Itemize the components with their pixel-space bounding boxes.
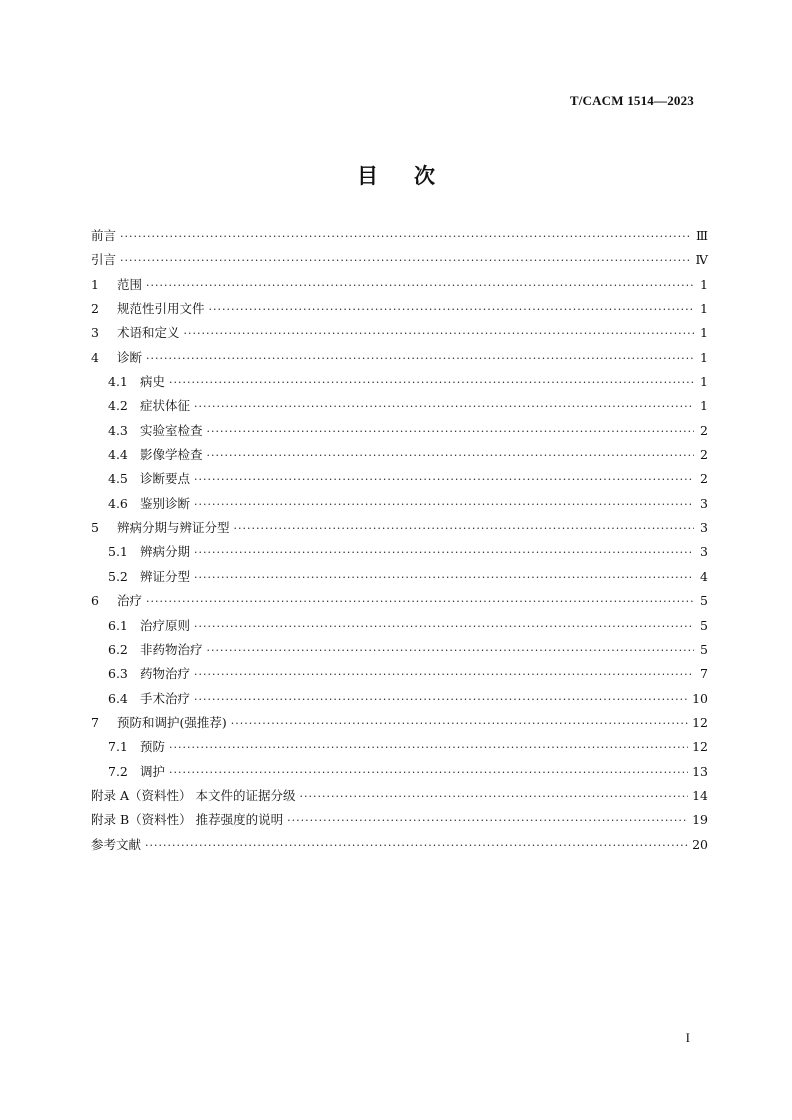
toc-entry-page: 12: [692, 714, 708, 730]
toc-dot-leader: [207, 644, 694, 657]
toc-entry-page: 5: [700, 617, 708, 633]
toc-entry[interactable]: [91, 518, 708, 542]
toc-entry-number: 6: [91, 593, 99, 609]
toc-dot-leader: [231, 717, 688, 730]
toc-entry-title: 影像学检查: [140, 447, 203, 463]
toc-entry-page: Ⅲ: [695, 228, 708, 243]
toc-entry-number: 3: [91, 325, 99, 341]
toc-entry-number: 6.3: [108, 666, 128, 682]
toc-entry-title: 辨病分期与辨证分型: [117, 520, 230, 536]
toc-entry-page: 5: [700, 641, 708, 657]
toc-entry[interactable]: [91, 494, 708, 518]
toc-dot-leader: [194, 546, 694, 559]
toc-dot-leader: [120, 254, 691, 267]
toc-entry-page: 20: [692, 836, 708, 852]
toc-entry-number: 6.1: [108, 617, 128, 633]
toc-entry-label: [108, 445, 203, 463]
toc-dot-leader: [194, 571, 694, 584]
toc-entry-label: [108, 762, 165, 780]
toc-entry[interactable]: [91, 299, 708, 323]
toc-entry-number: 4.5: [108, 471, 128, 487]
toc-entry[interactable]: [91, 810, 708, 834]
toc-entry-label: [91, 713, 227, 731]
toc-dot-leader: [194, 498, 694, 511]
toc-entry-number: 6.2: [108, 641, 128, 657]
toc-entry[interactable]: [91, 835, 708, 859]
toc-entry-page: 1: [700, 374, 708, 390]
toc-entry-number: 4.3: [108, 422, 128, 438]
toc-entry[interactable]: [91, 445, 708, 469]
toc-entry-page: 19: [692, 812, 708, 828]
toc-entry[interactable]: [91, 323, 708, 347]
toc-entry-number: 7.2: [108, 763, 128, 779]
toc-entry[interactable]: [91, 348, 708, 372]
toc-entry-label: [108, 542, 190, 560]
toc-dot-leader: [145, 839, 688, 852]
toc-entry-number: 7.1: [108, 739, 128, 755]
toc-entry-page: 1: [700, 301, 708, 317]
toc-entry-title: 预防和调护(强推荐): [117, 714, 227, 730]
toc-dot-leader: [207, 425, 694, 438]
toc-entry-title: 参考文献: [91, 836, 142, 852]
toc-entry-label: [108, 421, 203, 439]
toc-entry-page: 12: [692, 739, 708, 755]
toc-entry-label: [108, 616, 190, 634]
toc-entry-title: 引言: [91, 252, 117, 268]
toc-entry-title: 药物治疗: [140, 666, 191, 682]
toc-dot-leader: [184, 327, 694, 340]
page-title: 目次: [357, 164, 471, 188]
toc-entry-title: 范围: [117, 276, 143, 292]
toc-entry-number: 4.1: [108, 374, 128, 390]
toc-entry[interactable]: [91, 664, 708, 688]
toc-entry-label: [91, 250, 116, 268]
toc-entry-number: 4: [91, 349, 99, 365]
toc-entry-page: 13: [692, 763, 708, 779]
toc-entry-number: 4.2: [108, 398, 128, 414]
document-code: T/CACM 1514—2023: [569, 93, 694, 108]
toc-entry-number: 4.6: [108, 495, 128, 511]
toc-entry-title: 鉴别诊断: [140, 495, 191, 511]
toc-dot-leader: [194, 473, 694, 486]
toc-entry-title: 规范性引用文件: [117, 301, 205, 317]
toc-entry-number: 5.1: [108, 544, 128, 560]
toc-entry-page: 3: [700, 495, 708, 511]
toc-entry-title: 治疗原则: [140, 617, 191, 633]
toc-entry-label: [108, 396, 190, 414]
toc-entry[interactable]: [91, 567, 708, 591]
toc-entry-label: [108, 469, 190, 487]
toc-entry-number: 2: [91, 301, 99, 317]
toc-entry[interactable]: [91, 226, 708, 250]
toc-entry-label: [108, 494, 190, 512]
toc-entry[interactable]: [91, 786, 708, 810]
toc-entry-title: 辨证分型: [140, 568, 191, 584]
toc-entry-label: [91, 275, 142, 293]
toc-entry-label: [91, 348, 142, 366]
toc-entry-title: 病史: [140, 374, 166, 390]
toc-entry-page: 10: [692, 690, 708, 706]
toc-entry-label: [91, 786, 295, 804]
toc-entry-title: 附录 A（资料性） 本文件的证据分级: [91, 787, 296, 803]
page-number: I: [685, 1030, 690, 1045]
toc-entry-page: 2: [700, 447, 708, 463]
toc-entry-title: 手术治疗: [140, 690, 191, 706]
toc-entry[interactable]: [91, 591, 708, 615]
toc-entry[interactable]: [91, 762, 708, 786]
toc-entry[interactable]: [91, 616, 708, 640]
toc-entry-label: [91, 323, 180, 341]
toc-entry-label: [91, 518, 230, 536]
toc-dot-leader: [194, 620, 694, 633]
toc-entry[interactable]: [91, 421, 708, 445]
toc-entry-page: 5: [700, 593, 708, 609]
toc-entry[interactable]: [91, 542, 708, 566]
toc-dot-leader: [194, 668, 694, 681]
toc-entry-page: Ⅳ: [695, 252, 708, 268]
toc-entry-label: [91, 226, 116, 244]
toc-entry-page: 1: [700, 276, 708, 292]
toc-dot-leader: [146, 595, 694, 608]
toc-entry-title: 非药物治疗: [140, 641, 203, 657]
toc-dot-leader: [146, 352, 694, 365]
toc-entry[interactable]: [91, 713, 708, 737]
toc-entry[interactable]: [91, 689, 708, 713]
toc-entry-label: [108, 567, 190, 585]
toc-dot-leader: [209, 303, 694, 316]
toc-entry-label: [108, 372, 165, 390]
toc-entry-page: 2: [700, 422, 708, 438]
toc-entry-title: 实验室检查: [140, 422, 203, 438]
toc-entry-label: [91, 591, 142, 609]
toc-entry[interactable]: [91, 372, 708, 396]
toc-entry-title: 术语和定义: [117, 325, 180, 341]
toc-entry-title: 附录 B（资料性） 推荐强度的说明: [91, 812, 284, 828]
toc-entry[interactable]: [91, 250, 708, 274]
toc-entry-title: 治疗: [117, 593, 143, 609]
toc-dot-leader: [194, 693, 688, 706]
toc-entry-label: [108, 640, 203, 658]
toc-entry-label: [108, 689, 190, 707]
toc-entry-page: 1: [700, 325, 708, 341]
toc-entry-page: 7: [700, 666, 708, 682]
toc-dot-leader: [120, 230, 692, 243]
toc-entry-title: 诊断要点: [140, 471, 191, 487]
toc-dot-leader: [287, 814, 688, 827]
toc-entry-page: 3: [700, 520, 708, 536]
toc-entry-number: 1: [91, 276, 99, 292]
toc-entry-number: 7: [91, 714, 99, 730]
toc-dot-leader: [146, 279, 694, 292]
toc-entry-label: [108, 664, 190, 682]
toc-entry[interactable]: [91, 469, 708, 493]
toc-entry-title: 调护: [140, 763, 166, 779]
toc-entry[interactable]: [91, 275, 708, 299]
toc-entry-number: 4.4: [108, 447, 128, 463]
toc-entry[interactable]: [91, 396, 708, 420]
toc-entry-number: 5.2: [108, 568, 128, 584]
toc-entry-page: 1: [700, 349, 708, 365]
toc-dot-leader: [169, 741, 688, 754]
toc-dot-leader: [234, 522, 694, 535]
toc-entry-page: 2: [700, 471, 708, 487]
toc-entry-title: 症状体征: [140, 398, 191, 414]
toc-entry-number: 5: [91, 520, 99, 536]
toc-entry-label: [91, 810, 283, 828]
toc-entry-title: 预防: [140, 739, 166, 755]
toc-entry-page: 3: [700, 544, 708, 560]
toc-entry-number: 6.4: [108, 690, 128, 706]
toc-entry[interactable]: [91, 640, 708, 664]
toc-entry-title: 诊断: [117, 349, 143, 365]
toc-dot-leader: [169, 766, 688, 779]
toc-entry-label: [91, 835, 141, 853]
toc-entry-label: [108, 737, 165, 755]
toc-dot-leader: [299, 790, 688, 803]
toc-entry-page: 1: [700, 398, 708, 414]
toc-entry-page: 14: [692, 787, 708, 803]
table-of-contents: [91, 226, 708, 859]
toc-dot-leader: [207, 449, 694, 462]
toc-entry-page: 4: [700, 568, 708, 584]
toc-entry-title: 前言: [91, 228, 117, 243]
toc-entry-title: 辨病分期: [140, 544, 191, 560]
toc-entry[interactable]: [91, 737, 708, 761]
toc-dot-leader: [169, 376, 694, 389]
toc-entry-label: [91, 299, 205, 317]
toc-dot-leader: [194, 400, 694, 413]
